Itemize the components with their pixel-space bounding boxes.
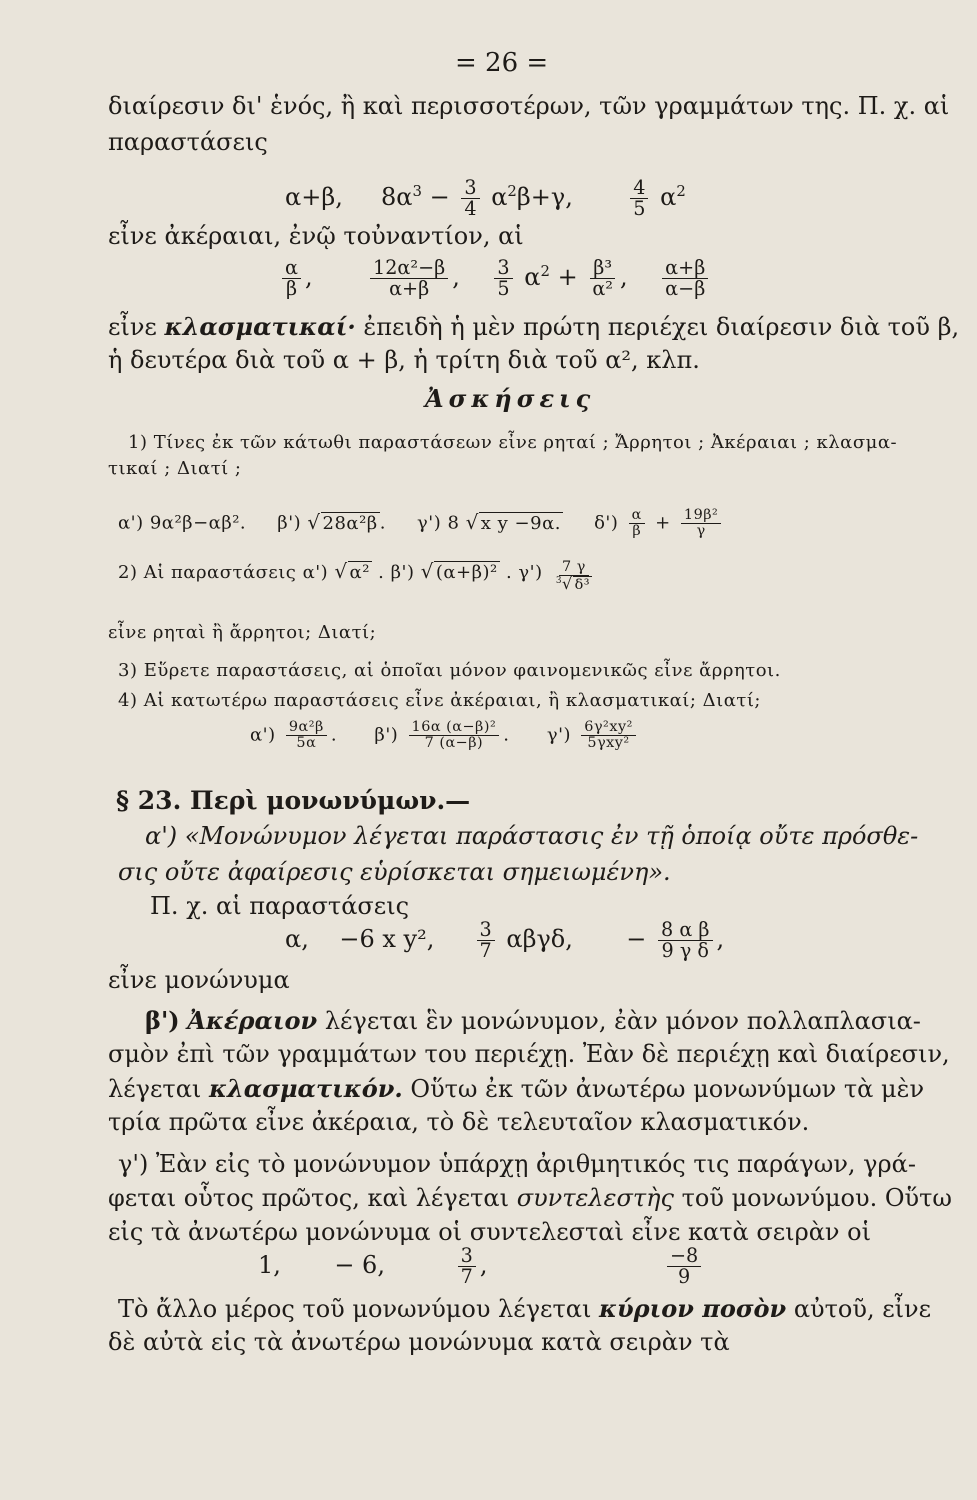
fraction-4-5: $\frac{4}{5}$ [630,178,648,219]
expr-a-plus-b: α+β, [285,183,343,212]
fraction-16a-amb2: $\frac{\text{16α (α−β)²}}{7 (\alpha-\beta)}$ [409,720,500,751]
fraction-3-4: $\frac{3}{4}$ [461,178,479,219]
definition-a-line-1: α') «Μονώνυμον λέγεται παράστασις ἐν τῇ ὁποίᾳ οὔτε πρόσθε- [145,822,919,850]
fraction-coef-3-7: $\frac{3}{7}$ [458,1246,476,1287]
section-heading: § 23. Περὶ μονωνύμων.— [116,786,471,815]
question-2: 2) Αἱ παραστάσεις α') √ α² . β') √ (α+β)² . γ') $\frac{7 \gamma}{^3√ \delta^3}$ [118,560,599,593]
question-1-line-1: 1) Τίνες ἐκ τῶν κάτωθι παραστάσεων εἶνε ρηταί ; Ἄρρητοι ; Ἀκέραιαι ; κλασμα- [128,432,898,453]
term-syntelestis: συντελεστὴς [516,1184,674,1212]
alpha: α [491,183,508,212]
term-klasmatikai: κλασματικαί· [164,312,356,341]
fraction-7g-cbrt-d3: $\frac{7 \gamma}{^3√ \delta^3}$ [555,559,591,594]
intro-line-2: παραστάσεις [108,128,268,156]
fraction-12a2-b: $\frac{\text{12α²−β}}{\alpha+\beta}$ [370,258,448,299]
definition-b-line-2: σμὸν ἐπὶ τῶν γραμμάτων του περιέχῃ. Ἐὰν δὲ περιέχῃ καὶ διαίρεσιν, [108,1040,950,1068]
intro-line-1: διαίρεσιν δι' ἑνός, ἢ καὶ περισσοτέρων, τῶν γραμμάτων της. Π. χ. αἱ [108,92,950,120]
definition-c-line-2: φεται οὗτος πρῶτος, καὶ λέγεται συντελεστὴς τοῦ μονωνύμου. Οὕτω [108,1184,952,1212]
term-akeraion: Ἀκέραιον [187,1006,318,1035]
last-line-1: Τὸ ἄλλο μέρος τοῦ μονωνύμου λέγεται κύριον ποσὸν αὐτοῦ, εἶνε [118,1294,932,1323]
fraction-3-5: $\frac{3}{5}$ [494,258,512,299]
minus-sign: − [429,183,450,212]
question-1-line-2: τικαί ; Διατί ; [108,458,242,479]
fraction-a-b-small: $\frac{\alpha}{\beta}$ [629,508,645,539]
definition-b-line-4: τρία πρῶτα εἶνε ἀκέραια, τὸ δὲ τελευταῖον κλασματικόν. [108,1108,810,1136]
question-4-items: α') $\frac{\text{9α²β}}{5\alpha}$ . β') $\frac{\text{16α (α−β)²}}{7 (\alpha-\beta)}$ . γ') 6γ²xy² 5γxy² [250,720,640,751]
definition-c-line-1: γ') Ἐὰν εἰς τὸ μονώνυμον ὑπάρχῃ ἀριθμητικός τις παράγων, γρά- [118,1150,916,1178]
last-line-2: δὲ αὐτὰ εἰς τὰ ἀνωτέρω μονώνυμα κατὰ σειρὰν τὰ [108,1328,730,1356]
line-deutera: ἡ δευτέρα διὰ τοῦ α + β, ἡ τρίτη διὰ τοῦ α², κλπ. [108,346,700,374]
term-klasmatikon: κλασματικόν. [208,1074,403,1103]
definition-c-line-3: εἰς τὰ ἀνωτέρω μονώνυμα οἱ συντελεσταὶ εἶνε κατὰ σειρὰν οἱ [108,1218,871,1246]
fraction-6g2xy2: 6γ²xy² 5γxy² [581,720,636,751]
question-3: 3) Εὕρετε παραστάσεις, αἱ ὁποῖαι μόνον φαινομενικῶς εἶνε ἄρρητοι. [118,660,781,681]
fraction-a-b: $\frac{\alpha}{\beta}$ [282,258,301,299]
definition-a-line-2: σις οὔτε ἀφαίρεσις εὑρίσκεται σημειωμένη». [118,858,671,886]
definition-b-line-1: β') Ἀκέραιον λέγεται ἓν μονώνυμον, ἐὰν μόνον πολλαπλασια- [145,1006,921,1035]
line-akeraiai: εἶνε ἀκέραιαι, ἐνῷ τοὐναντίον, αἱ [108,222,524,250]
alpha-squared: α [660,183,677,212]
definition-b-line-3: λέγεται κλασματικόν. Οὕτω ἐκ τῶν ἀνωτέρω μονωνύμων τὰ μὲν [108,1074,925,1103]
fraction-apb-amb: $\frac{\alpha+\beta}{\alpha-\beta}$ [662,258,708,299]
term-kyrion-poson: κύριον ποσὸν [599,1294,787,1323]
sqrt-a2: √ α² [334,560,370,583]
line-klasmatikai: εἶνε κλασματικαί· ἐπειδὴ ἡ μὲν πρώτη περιέχει διαίρεσιν διὰ τοῦ β, [108,312,960,341]
sqrt-28a2b: √ 28α²β [307,510,378,534]
fraction-19b2-g: $\frac{\text{19β²}}{\gamma}$ [681,508,721,539]
fraction-coef-m8-9: $\frac{-8}{9}$ [667,1246,701,1287]
fraction-b3-a2: $\frac{\text{β³}}{\text{α²}}$ [589,258,616,299]
expression-row-2: $\frac{\alpha}{\beta}$ , $\frac{\text{12α²−β}}{\alpha+\beta}$ , $\frac{3}{5}$ $\alpha^2$ + $\frac{\text{β³}}{\text{α²}}$ , $\frac{\alpha+\beta}{\alpha-\beta}$ [278,258,712,299]
sqrt-apb2: √ (α+β)² [420,560,498,583]
question-4: 4) Αἱ κατωτέρω παραστάσεις εἶνε ἀκέραιαι, ἢ κλασματικαί; Διατί; [118,690,761,711]
fraction-9a2b-5a: $\frac{\text{9α²β}}{5\alpha}$ [286,720,327,751]
fraction-3-7: $\frac{3}{7}$ [477,920,495,961]
exercises-title: Ἀσκήσεις [425,384,596,413]
expr-8a3: $8\alpha^3$ [380,182,422,212]
question-2-line-2: εἶνε ρηταὶ ἢ ἄρρητοι; Διατί; [108,622,377,643]
monomial-examples: α, −6 x y², $\frac{3}{7}$ αβγδ, − $\frac{\text{8 α β}}{\text{9 γ δ}}$ , [285,918,725,963]
item-a: α') 9α²β−αβ². [118,512,247,534]
beta-plus-gamma: β+γ, [516,183,573,212]
line-mononyma: εἶνε μονώνυμα [108,966,290,994]
question-1-items: α') 9α²β−αβ². β') √ 28α²β . γ') 8 √ x y −9α. δ') $\frac{\alpha}{\beta}$ + $\frac{\text{19β²}}{\gamma}$ [118,508,725,539]
sqrt-xy-9a: √ x y −9α. [465,510,561,534]
fraction-8ab-9gd: $\frac{\text{8 α β}}{\text{9 γ δ}}$ [658,920,712,961]
page-number: = 26 = [455,48,549,78]
expression-row-1: α+β, $8\alpha^3$ − $\frac{3}{4}$ $\alpha^2\beta+\gamma$, $\frac{4}{5}$ $\alpha^2$ [285,176,686,221]
example-intro: Π. χ. αἱ παραστάσεις [150,892,410,920]
coefficients-row: 1, − 6, $\frac{3}{7}$ , $\frac{-8}{9}$ [258,1246,705,1287]
